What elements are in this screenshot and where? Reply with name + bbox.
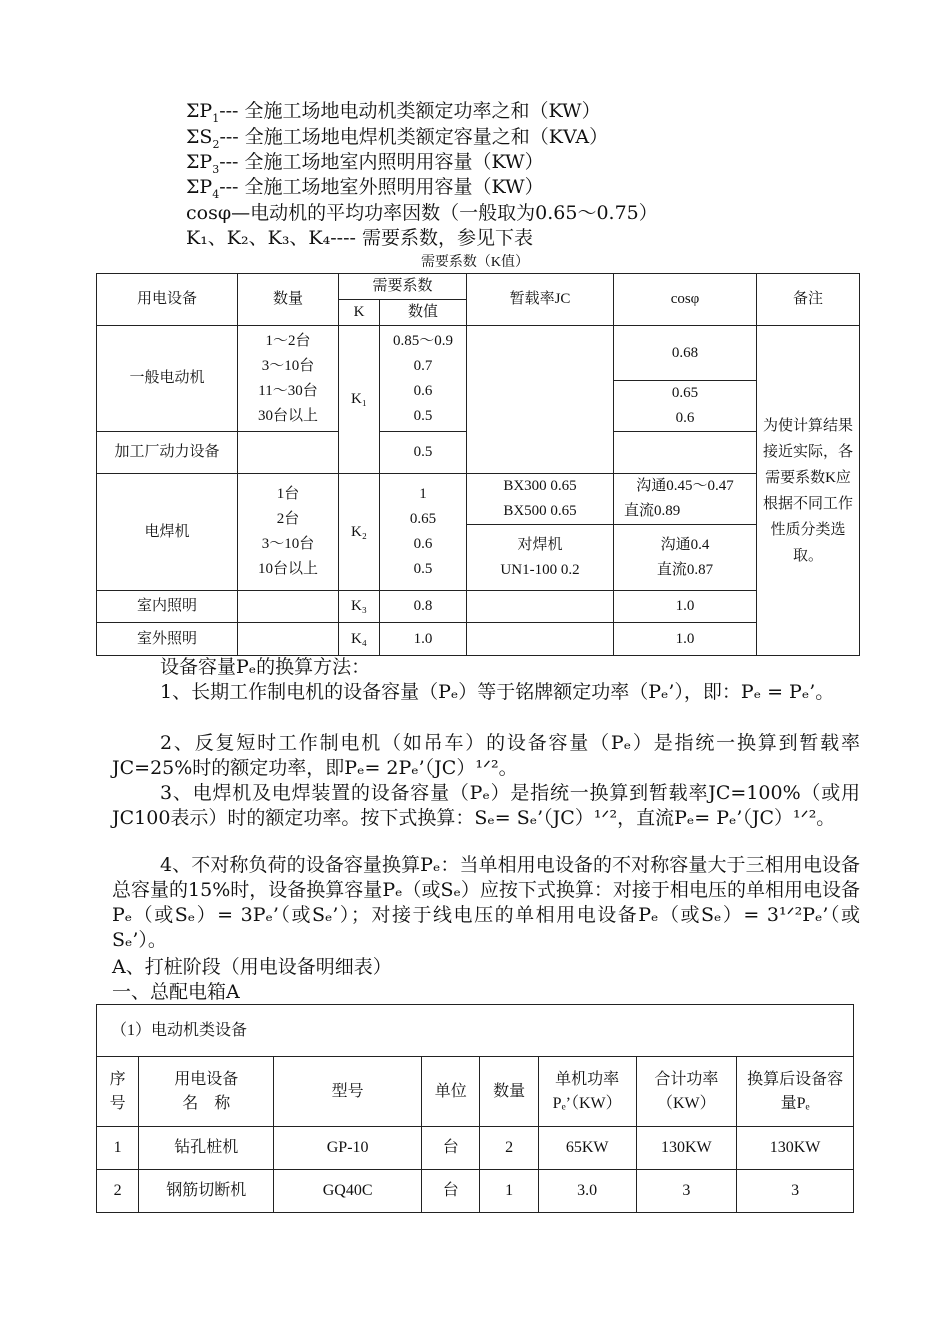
outdoor-jc — [467, 623, 614, 656]
welder-cos-top: 沟通0.45～0.47 直流0.89 — [614, 474, 757, 525]
header-k: K — [339, 300, 380, 326]
note-cell: 为使计算结果接近实际，各需要系数K应根据不同工作性质分类选取。 — [757, 326, 860, 656]
welder-name: 电焊机 — [97, 474, 238, 591]
cell: 130KW — [636, 1127, 737, 1170]
section-1-heading: 一、总配电箱A — [112, 981, 240, 1003]
header-total-power: 合计功率（KW） — [636, 1057, 737, 1127]
cell: 台 — [422, 1127, 480, 1170]
method-paragraph-2: 2、反复短时工作制电机（如吊车）的设备容量（Pₑ）是指统一换算到暂载率JC=25%时的额定功率，即Pₑ= 2Pₑ’（JC）¹ᐟ²。 — [112, 732, 860, 779]
cell: 2 — [480, 1127, 538, 1170]
k2-symbol: K₂ — [339, 474, 380, 591]
cell: 台 — [422, 1170, 480, 1213]
indoor-name: 室内照明 — [97, 591, 238, 623]
cell: GP-10 — [274, 1127, 422, 1170]
motor-cos-bottom: 0.65 0.6 — [614, 381, 757, 432]
k3-symbol: K₃ — [339, 591, 380, 623]
table-row — [97, 1127, 854, 1170]
section-a-heading: A、打桩阶段（用电设备明细表） — [112, 956, 392, 978]
motor-quantities: 1～2台 3～10台 11～30台 30台以上 — [238, 326, 339, 432]
indoor-quantity — [238, 591, 339, 623]
cell: 3.0 — [538, 1170, 636, 1213]
header-equipment-name: 用电设备名 称 — [139, 1057, 274, 1127]
motor-cos-top: 0.68 — [614, 326, 757, 381]
definition-line: $\Sigma P_1---$ 全施工场地电动机类额定功率之和（KW） — [186, 100, 601, 125]
indoor-cos: 1.0 — [614, 591, 757, 623]
plant-name: 加工厂动力设备 — [97, 432, 238, 474]
definition-line: $\Sigma S_2---$ 全施工场地电焊机类额定容量之和（KVA） — [186, 126, 609, 151]
cell: 65KW — [538, 1127, 636, 1170]
header-unit-power: 单机功率Pₑ’（KW） — [538, 1057, 636, 1127]
header-index: 序号 — [97, 1057, 139, 1127]
cell: 钢筋切断机 — [139, 1170, 274, 1213]
header-need-coef: 需要系数 — [339, 274, 467, 300]
table-row — [97, 1170, 854, 1213]
method-paragraph-1: 1、长期工作制电机的设备容量（Pₑ）等于铭牌额定功率（Pₑ’），即：Pₑ = Pₑ’。 — [160, 681, 835, 703]
plant-quantity — [238, 432, 339, 474]
cell: 3 — [737, 1170, 854, 1213]
motor-name: 一般电动机 — [97, 326, 238, 432]
cell: 钻孔桩机 — [139, 1127, 274, 1170]
outdoor-value: 1.0 — [380, 623, 467, 656]
header-jc: 暂载率JC — [467, 274, 614, 326]
cell: 3 — [636, 1170, 737, 1213]
header-equipment: 用电设备 — [97, 274, 238, 326]
welder-quantities: 1台 2台 3～10台 10台以上 — [238, 474, 339, 591]
method-paragraph-4: 4、不对称负荷的设备容量换算Pₑ：当单相用电设备的不对称容量大于三相用电设备总容量的15%时，设备换算容量Pₑ（或Sₑ）应按下式换算：对接于相电压的单相用电设备Pₑ（或Sₑ）= 3Pₑ’（或Sₑ’）；对接于线电压的单相用电设备Pₑ（或Sₑ）= 3¹ᐟ²Pₑ’（或Sₑ’）。 — [112, 854, 860, 951]
definition-line: $\Sigma P_4---$ 全施工场地室外照明用容量（KW） — [186, 176, 544, 201]
cell: GQ40C — [274, 1170, 422, 1213]
k4-symbol: K₄ — [339, 623, 380, 656]
plant-cos — [614, 432, 757, 474]
k-definition: K₁、K₂、K₃、K₄---- 需要系数，参见下表 — [186, 227, 533, 249]
header-converted-capacity: 换算后设备容量Pₑ — [737, 1057, 854, 1127]
indoor-jc — [467, 591, 614, 623]
method-paragraph-3: 3、电焊机及电焊装置的设备容量（Pₑ）是指统一换算到暂载率JC=100%（或用JC100表示）时的额定功率。按下式换算：Sₑ= Sₑ’（JC）¹ᐟ²，直流Pₑ= Pₑ’（JC）¹ᐟ²。 — [112, 782, 860, 829]
welder-values: 1 0.65 0.6 0.5 — [380, 474, 467, 591]
k1-symbol: K₁ — [339, 326, 380, 474]
plant-value: 0.5 — [380, 432, 467, 474]
welder-jc-top: BX300 0.65 BX500 0.65 — [467, 474, 614, 525]
equipment-group-title: （1）电动机类设备 — [97, 1005, 854, 1057]
header-model: 型号 — [274, 1057, 422, 1127]
header-count: 数量 — [480, 1057, 538, 1127]
header-quantity: 数量 — [238, 274, 339, 326]
welder-cos-bottom: 沟通0.4 直流0.87 — [614, 525, 757, 591]
k-table-caption: 需要系数（K值） — [420, 255, 530, 270]
definition-line: $\Sigma P_3---$ 全施工场地室内照明用容量（KW） — [186, 151, 544, 176]
header-value: 数值 — [380, 300, 467, 326]
motor-values: 0.85～0.9 0.7 0.6 0.5 — [380, 326, 467, 432]
header-cos: cosφ — [614, 274, 757, 326]
cos-definition: cosφ—电动机的平均功率因数（一般取为0.65～0.75） — [186, 202, 658, 224]
header-note: 备注 — [757, 274, 860, 326]
method-title: 设备容量Pₑ的换算方法： — [160, 656, 371, 678]
equipment-table — [96, 1004, 854, 1213]
cell: 1 — [480, 1170, 538, 1213]
indoor-value: 0.8 — [380, 591, 467, 623]
outdoor-quantity — [238, 623, 339, 656]
welder-jc-bottom: 对焊机 UN1-100 0.2 — [467, 525, 614, 591]
motor-jc — [467, 326, 614, 474]
outdoor-cos: 1.0 — [614, 623, 757, 656]
cell: 130KW — [737, 1127, 854, 1170]
header-unit: 单位 — [422, 1057, 480, 1127]
outdoor-name: 室外照明 — [97, 623, 238, 656]
k-value-table — [96, 273, 860, 656]
cell: 1 — [97, 1127, 139, 1170]
cell: 2 — [97, 1170, 139, 1213]
